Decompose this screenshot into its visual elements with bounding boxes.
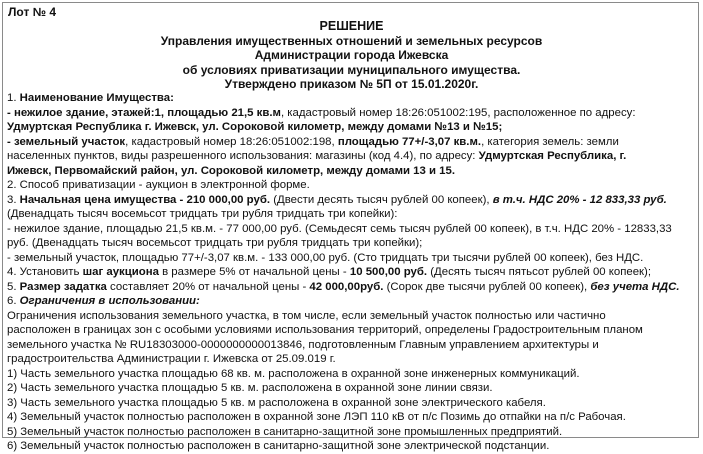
section-3-price [7, 193, 695, 208]
lot-number: Лот № 4 [8, 5, 57, 19]
restrictions-para-1: Ограничения использования земельного участка, в том числе, если земельный участок полностью или частично [7, 309, 606, 322]
restriction-item: 1) Часть земельного участка площадью 68 кв. м. расположена в охранной зоне инженерных коммуникаций. [7, 367, 580, 380]
land-address: Ижевск, Первомайский район, ул. Сороковой километр, между домами 13 и 15. [7, 164, 455, 177]
section-number: 6. [7, 295, 20, 307]
land-category: , категория земель: земли [481, 135, 619, 148]
header-line-1: Управления имущественных отношений и земельных ресурсов [160, 33, 543, 48]
deposit-percent: составляет 20% от начальной цены - [106, 280, 310, 293]
decision-header [3, 19, 700, 92]
restriction-item: 5) Земельный участок полностью расположен в санитарно-защитной зоне промышленных предприятий. [7, 425, 563, 438]
restrictions-para-2: расположен в границах зон с особыми условиями использования территорий, определены Градостроительным планом [7, 324, 643, 336]
decision-title: РЕШЕНИЕ [319, 19, 384, 33]
building-address: Удмуртская Республика г. Ижевск, ул. Сороковой километр, между домами №13 и №15; [7, 121, 503, 133]
section-5-deposit [7, 280, 695, 295]
document-body [7, 91, 695, 454]
restriction-item: 4) Земельный участок полностью расположен в охранной зоне ЛЭП 110 кВ от п/с Позимь до отпайки на п/с Рабочая. [7, 411, 626, 423]
restrictions-para-4: градостроительства Администрации г. Ижевска от 25.09.019 г. [7, 353, 336, 365]
price-vat: в т.ч. НДС 20% - 12 833,33 руб. [492, 193, 667, 206]
initial-price: Начальная цена имущества - 210 000,00 руб. [19, 193, 271, 206]
price-vat-words: (Двенадцать тысяч восемьсот тридцать три рубля тридцать три копейки): [7, 208, 398, 220]
document-frame [2, 2, 699, 452]
section-6-heading [7, 294, 695, 309]
section-4-step [7, 265, 695, 280]
step-amount: 10 500,00 руб. [349, 266, 428, 278]
price-words: (Двести десять тысяч рублей 00 копеек), [270, 193, 493, 206]
building-details: , кадастровый номер 18:26:051002:195, расположенное по адресу: [280, 106, 636, 119]
land-area: площадью 77+/-3,07 кв.м. [337, 135, 482, 148]
header-line-4: Утверждено приказом № 5П от 15.01.2020г. [224, 77, 479, 91]
step-label: шаг аукциона [82, 266, 159, 278]
deposit-label: Размер задатка [19, 280, 107, 293]
section-2: 2. Способ приватизации - аукцион в электронной форме. [7, 179, 310, 191]
header-line-3: об условиях приватизации муниципального имущества. [182, 62, 521, 77]
step-intro: 4. Установить [7, 266, 83, 278]
land-address-start: Удмуртская Республика, г. [478, 150, 627, 162]
section-1-heading [7, 91, 695, 106]
building-price-cont: руб. (Двенадцать тысяч восемьсот тридцать три рубля тридцать три копейки); [7, 237, 423, 249]
section-number: 3. [7, 193, 20, 206]
section-number: 1. [7, 92, 20, 104]
land-cadastral: , кадастровый номер 18:26:051002:198, [125, 135, 338, 148]
section-heading: Наименование Имущества: [19, 92, 174, 104]
land-line-2 [7, 149, 695, 164]
building-title: - нежилое здание, этажей:1, площадью 21,5 кв.м [7, 106, 281, 119]
deposit-amount: 42 000,00руб. [309, 280, 384, 293]
deposit-vat: без учета НДС. [590, 280, 680, 293]
deposit-words: (Сорок две тысячи рублей 00 копеек), [383, 280, 591, 293]
land-price: - земельный участок, площадью 77+/-3,07 кв.м. - 133 000,00 руб. (Сто тридцать три тысячи рублей 00 копеек), без НДС. [7, 251, 644, 264]
building-line [7, 106, 695, 121]
building-price: - нежилое здание, площадью 21,5 кв.м. - 77 000,00 руб. (Семьдесят семь тысяч рублей 00 копеек), в т.ч. НДС 20% - 12833,33 [7, 222, 672, 235]
step-words: (Десять тысяч пятьсот рублей 00 копеек); [427, 266, 652, 278]
restrictions-para-3: земельного участка № RU18303000-0000000000013846, подготовленным Главным управлением архитектуры и [7, 338, 599, 351]
section-number: 5. [7, 280, 20, 293]
restriction-item: 6) Земельный участок полностью расположен в санитарно-защитной зоне электрической подстанции. [7, 440, 550, 452]
restriction-item: 3) Часть земельного участка площадью 5 кв. м расположена в охранной зоне электрического кабеля. [7, 396, 546, 409]
restriction-item: 2) Часть земельного участка площадью 5 кв. м. расположена в охранной зоне линии связи. [7, 382, 493, 394]
restrictions-heading: Ограничения в использовании: [19, 295, 200, 307]
header-line-2: Администрации города Ижевска [254, 48, 449, 62]
land-usage: населенных пунктов, виды разрешенного использования: магазины (код 4.4), по адресу: [7, 150, 479, 162]
land-line [7, 135, 695, 150]
step-percent: в размере 5% от начальной цены - [158, 266, 350, 278]
land-title: - земельный участок [7, 135, 126, 148]
